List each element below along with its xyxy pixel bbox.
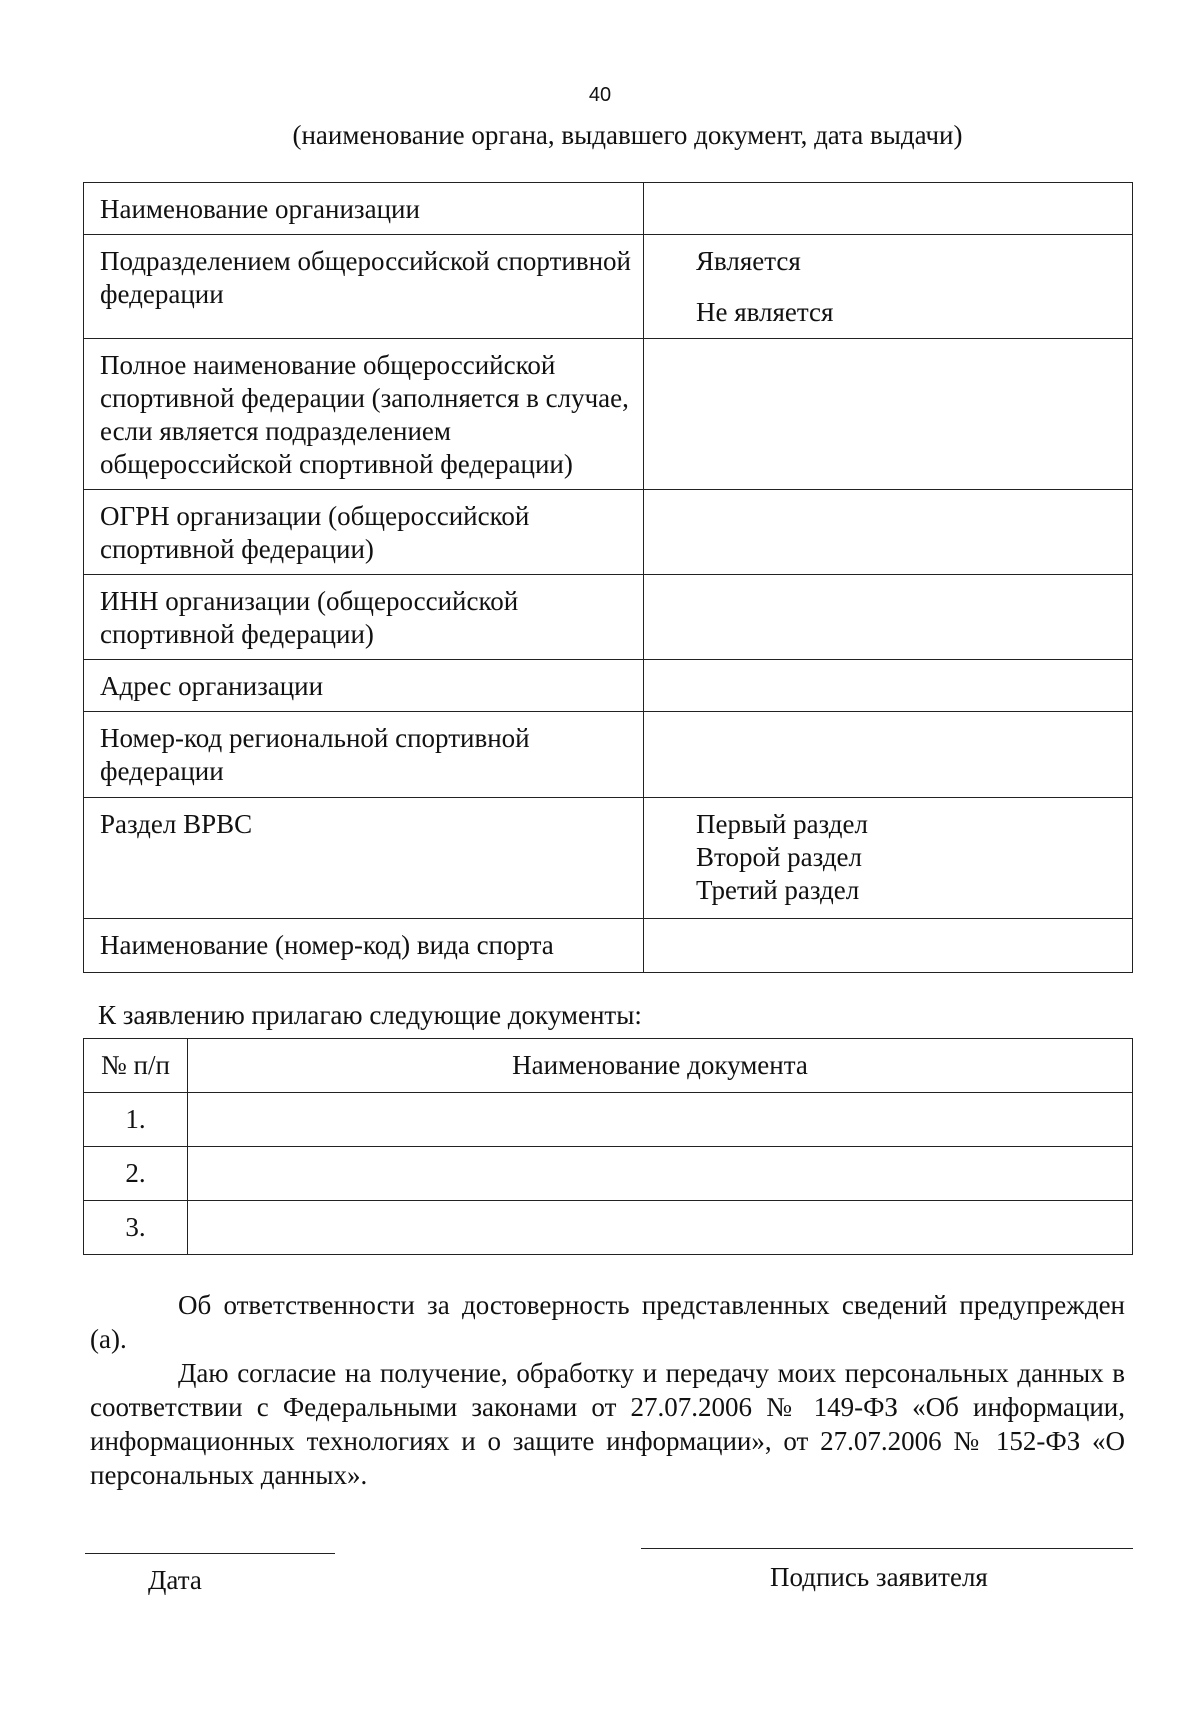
- table-row: [84, 339, 1133, 490]
- document-name-field[interactable]: [188, 1147, 1133, 1201]
- table-header-row: [84, 1039, 1133, 1093]
- ogrn-field[interactable]: [644, 490, 1133, 575]
- attachments-table: [83, 1038, 1133, 1255]
- column-header-name: Наименование документа: [188, 1039, 1133, 1093]
- row-number: 1.: [84, 1093, 188, 1147]
- table-row: [84, 1147, 1133, 1201]
- consent-statement: Даю согласие на получение, обработку и передачу моих персональных данных в соответствии с Федеральными законами от 27.07.2006 № 149-ФЗ «Об информации, информационных технологиях и о защите информации», от 27.07.2006 № 152-ФЗ «О персональных данных».: [90, 1358, 1125, 1490]
- row-number: 2.: [84, 1147, 188, 1201]
- table-row: [84, 575, 1133, 660]
- table-row: [84, 1201, 1133, 1255]
- statements: [90, 1288, 1125, 1492]
- table-row: [84, 235, 1133, 339]
- document-name-field[interactable]: [188, 1201, 1133, 1255]
- row-label: ИНН организации (общероссийской спортивной федерации): [84, 575, 644, 660]
- sport-name-field[interactable]: [644, 919, 1133, 973]
- option-first-section[interactable]: Первый раздел: [696, 809, 868, 839]
- signature-label: Подпись заявителя: [770, 1562, 988, 1592]
- row-label: ОГРН организации (общероссийской спортивной федерации): [84, 490, 644, 575]
- vrvs-section-options: [644, 798, 1133, 919]
- organization-name-field[interactable]: [644, 183, 1133, 235]
- page-number: 40: [588, 84, 612, 106]
- responsibility-statement: Об ответственности за достоверность представленных сведений предупрежден (а).: [90, 1290, 1125, 1354]
- row-label: Наименование (номер-код) вида спорта: [84, 919, 644, 973]
- option-is-not[interactable]: Не является: [696, 297, 834, 327]
- option-third-section[interactable]: Третий раздел: [696, 875, 860, 905]
- date-label: Дата: [148, 1565, 202, 1595]
- row-label: Подразделением общероссийской спортивной федерации: [84, 235, 644, 339]
- table-row: [84, 660, 1133, 712]
- option-is[interactable]: Является: [696, 246, 801, 276]
- attachments-caption: К заявлению прилагаю следующие документы:: [98, 1000, 642, 1030]
- federation-full-name-field[interactable]: [644, 339, 1133, 490]
- regional-federation-code-field[interactable]: [644, 712, 1133, 798]
- option-second-section[interactable]: Второй раздел: [696, 842, 863, 872]
- table-row: [84, 712, 1133, 798]
- row-label: Номер-код региональной спортивной федерации: [84, 712, 644, 798]
- organization-table: [83, 182, 1133, 973]
- signature-line[interactable]: [641, 1548, 1133, 1549]
- row-label: Раздел ВРВС: [84, 798, 644, 919]
- document-name-field[interactable]: [188, 1093, 1133, 1147]
- issuer-caption: (наименование органа, выдавшего документ, дата выдачи): [292, 120, 963, 150]
- address-field[interactable]: [644, 660, 1133, 712]
- table-row: [84, 183, 1133, 235]
- row-number: 3.: [84, 1201, 188, 1255]
- column-header-number: № п/п: [84, 1039, 188, 1093]
- row-label: Полное наименование общероссийской спортивной федерации (заполняется в случае, если является подразделением общероссийской спортивной федерации): [84, 339, 644, 490]
- row-label: Адрес организации: [84, 660, 644, 712]
- table-row: [84, 490, 1133, 575]
- federation-subdivision-options: [644, 235, 1133, 339]
- table-row: [84, 919, 1133, 973]
- table-row: [84, 798, 1133, 919]
- row-label: Наименование организации: [84, 183, 644, 235]
- date-line[interactable]: [85, 1553, 335, 1554]
- inn-field[interactable]: [644, 575, 1133, 660]
- table-row: [84, 1093, 1133, 1147]
